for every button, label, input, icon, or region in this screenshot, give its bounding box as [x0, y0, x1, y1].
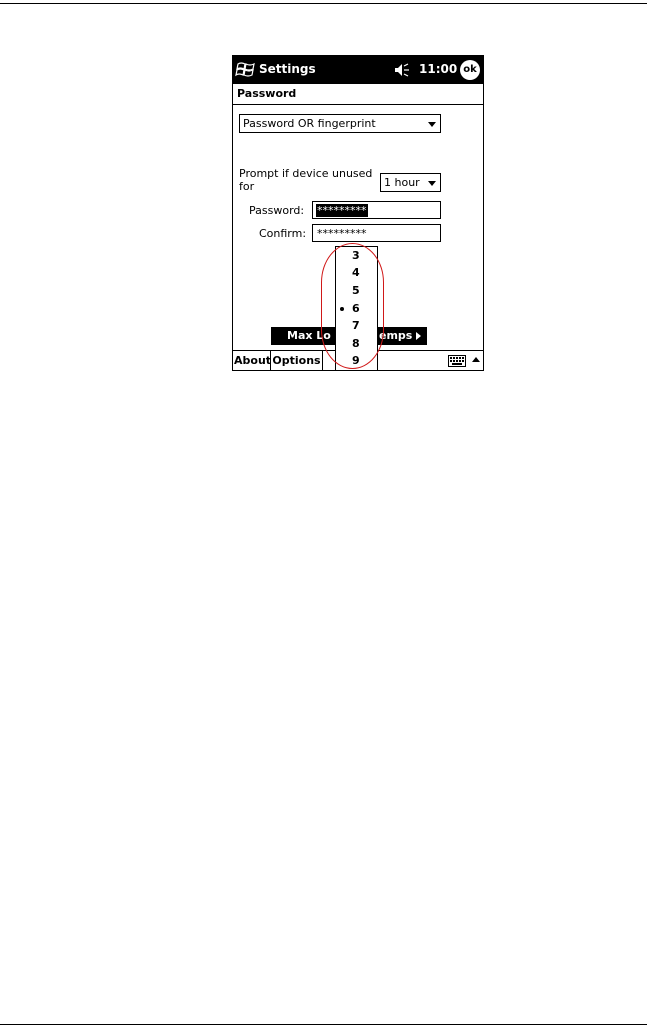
option-label: 9 [352, 354, 360, 367]
option-label: 4 [352, 266, 360, 279]
page-title: Password [237, 87, 297, 100]
prompt-label-line2: for [239, 180, 255, 193]
prompt-label-line1: Prompt if device unused [239, 167, 373, 180]
max-logon-label-head: Max Lo [287, 329, 331, 342]
menu-options[interactable] [270, 351, 323, 371]
password-value: ********* [317, 204, 367, 217]
chevron-down-icon [428, 122, 436, 127]
windows-flag-icon[interactable] [235, 59, 257, 81]
option-label: 7 [352, 319, 360, 332]
page-bottom-rule [0, 1024, 647, 1025]
app-title: Settings [259, 62, 316, 76]
option-label: 8 [352, 337, 360, 350]
menu-options-label: Options [272, 354, 321, 367]
highlight-annotation [321, 243, 384, 369]
speaker-icon[interactable] [394, 62, 410, 78]
confirm-label: Confirm: [259, 227, 307, 240]
prompt-interval-value: 1 hour [384, 176, 420, 189]
up-arrow-icon[interactable] [472, 357, 480, 362]
auth-mode-select[interactable] [239, 114, 441, 133]
auth-mode-value: Password OR fingerprint [243, 117, 376, 130]
password-label: Password: [249, 204, 305, 217]
menu-about[interactable]: About [234, 354, 272, 367]
password-field[interactable] [312, 201, 441, 219]
chevron-down-icon [428, 181, 436, 186]
prompt-label [239, 167, 372, 193]
keyboard-icon[interactable] [448, 355, 466, 367]
heading-divider [233, 104, 483, 105]
option-label: 3 [352, 249, 360, 262]
clock[interactable]: 11:00 [419, 62, 458, 76]
option-label: 5 [352, 284, 360, 297]
ok-button[interactable]: ok [460, 60, 480, 80]
max-logon-label-tail: emps [379, 329, 413, 342]
confirm-value: ********* [317, 227, 367, 240]
confirm-field[interactable] [312, 224, 441, 242]
option-label: 6 [352, 302, 360, 315]
page-top-rule [0, 3, 647, 4]
chevron-right-icon [416, 332, 421, 340]
title-bar [233, 56, 483, 84]
prompt-interval-select[interactable] [380, 173, 441, 192]
